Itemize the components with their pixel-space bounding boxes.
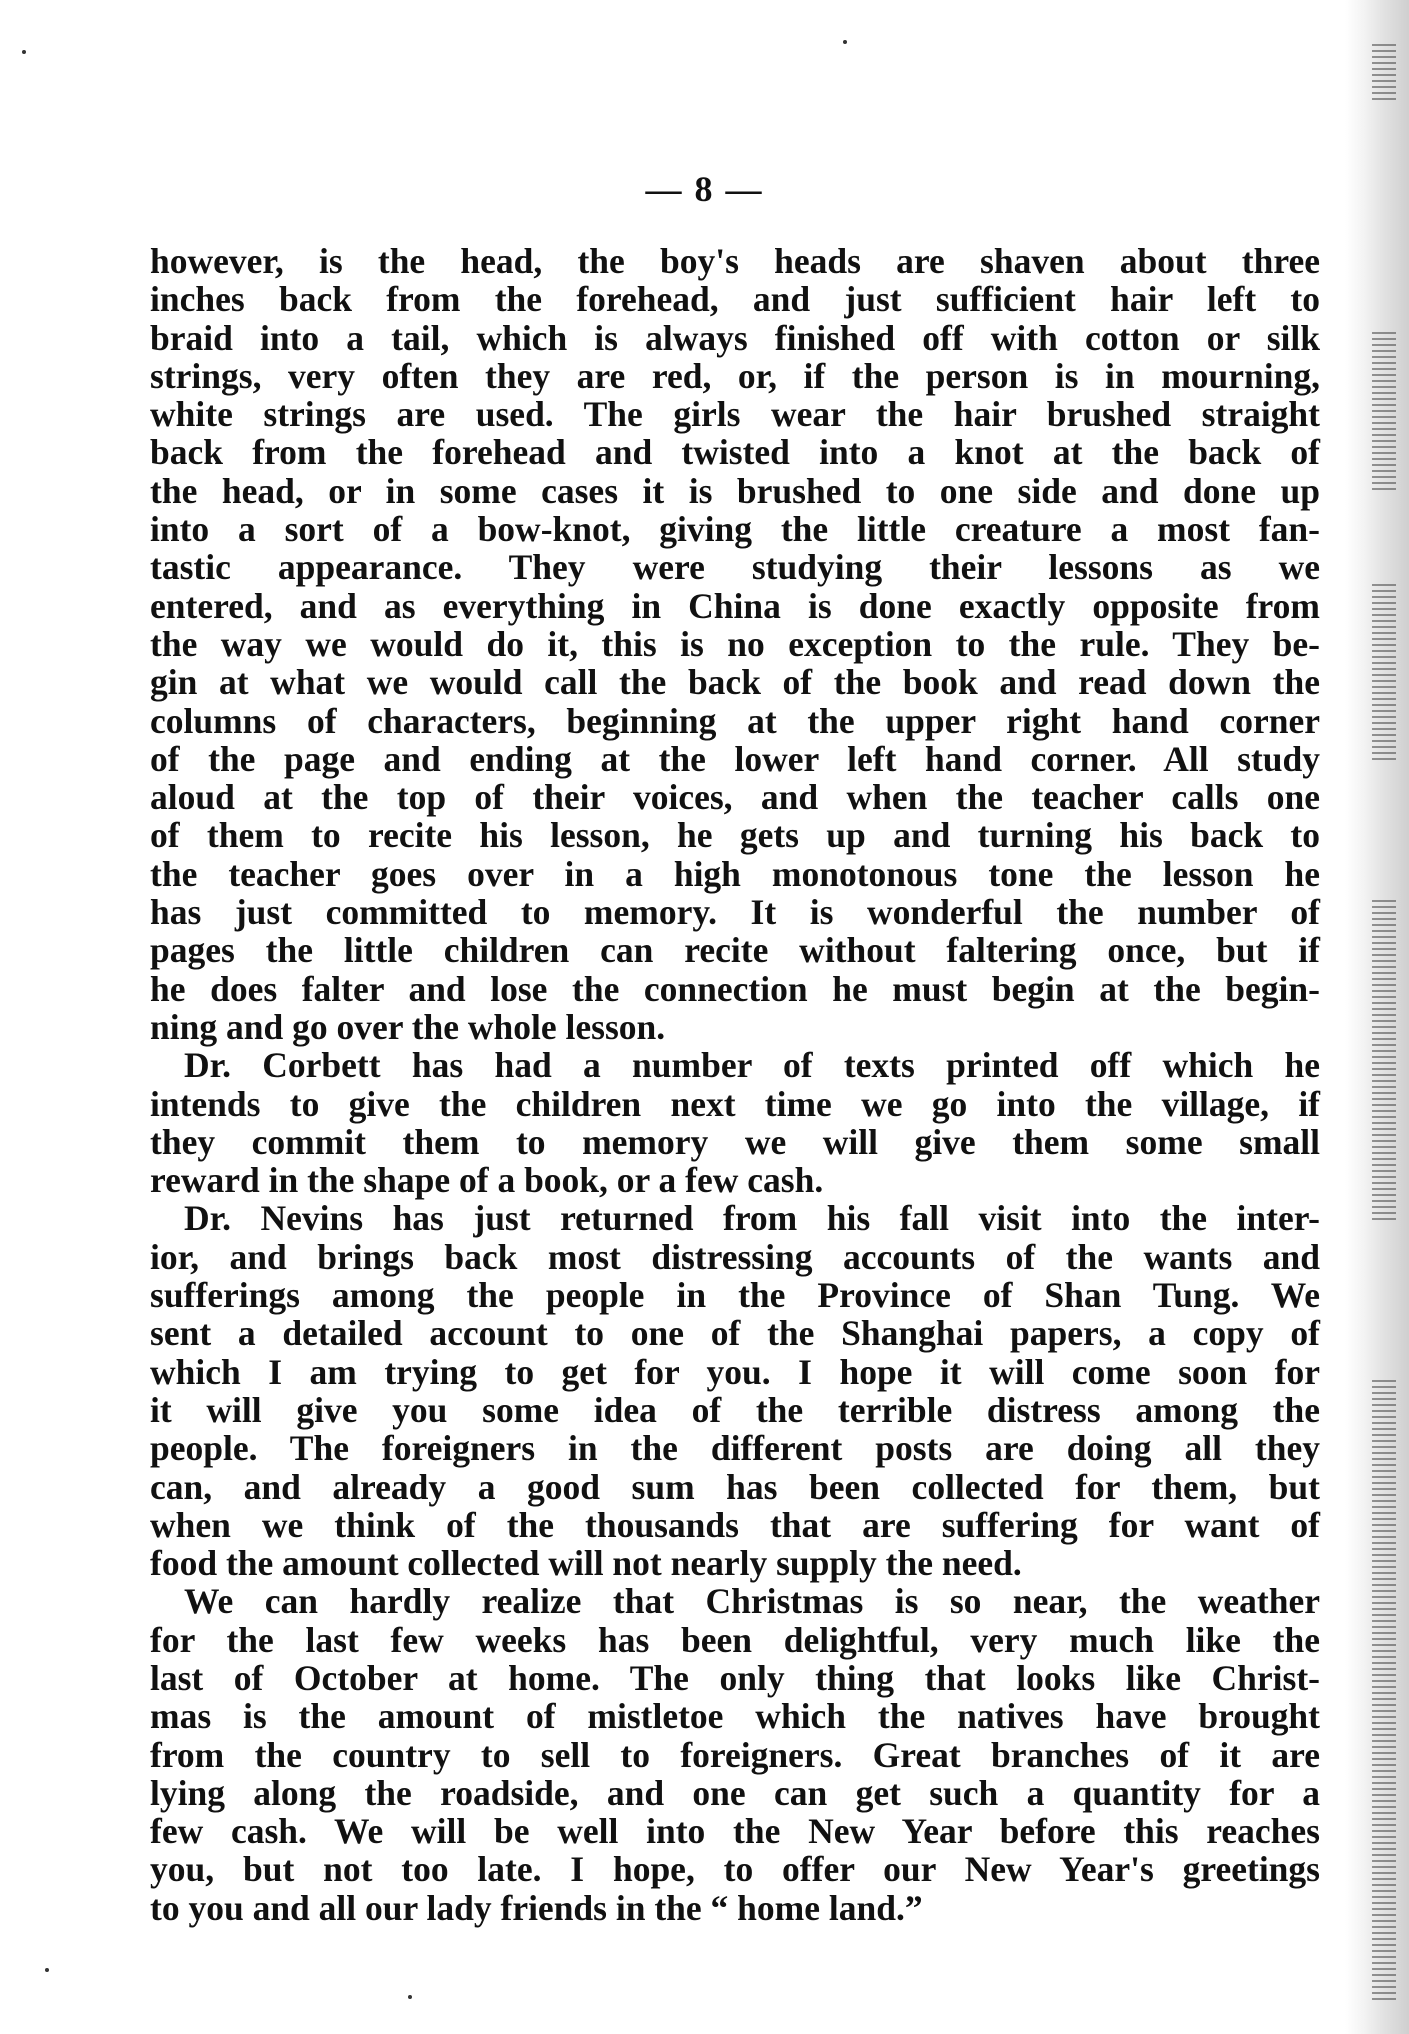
text-line: last of October at home. The only thing that looks like Christ-	[150, 1657, 1320, 1698]
text-line: the way we would do it, this is no exception to the rule. They be-	[150, 623, 1320, 664]
text-line: into a sort of a bow-knot, giving the little creature a most fan-	[150, 509, 1320, 550]
text-line: the head, or in some cases it is brushed to one side and done up	[150, 470, 1320, 511]
text-line: intends to give the children next time we go into the village, if	[150, 1083, 1320, 1124]
text-line: from the country to sell to foreigners. Great branches of it are	[150, 1734, 1320, 1775]
text-line: however, is the head, the boy's heads are shaven about three	[150, 241, 1320, 281]
scan-speck-4	[408, 1995, 412, 1999]
text-line: you, but not too late. I hope, to offer our New Year's greetings	[150, 1849, 1320, 1890]
text-line: ning and go over the whole lesson.	[150, 1006, 666, 1047]
text-line: mas is the amount of mistletoe which the natives have brought	[150, 1696, 1320, 1737]
text-line: gin at what we would call the back of the book and read down the	[150, 662, 1320, 703]
text-line: which I am trying to get for you. I hope it will come soon for	[150, 1351, 1320, 1392]
text-line: entered, and as everything in China is done exactly opposite from	[150, 585, 1320, 626]
text-line: Dr. Corbett has had a number of texts printed off which he	[184, 1045, 1320, 1086]
text-line: food the amount collected will not nearly supply the need.	[150, 1543, 1022, 1584]
text-line: sent a detailed account to one of the Shanghai papers, a copy of	[150, 1313, 1320, 1354]
text-line: he does falter and lose the connection he must begin at the begin-	[150, 968, 1320, 1009]
text-line: when we think of the thousands that are suffering for want of	[150, 1504, 1320, 1545]
page-number: — 8 —	[645, 169, 764, 209]
text-line: for the last few weeks has been delightful, very much like the	[150, 1619, 1320, 1660]
text-line: inches back from the forehead, and just sufficient hair left to	[150, 279, 1320, 320]
scan-speck-1	[22, 50, 26, 54]
binding-mark-4	[1372, 900, 1396, 1220]
text-line: Dr. Nevins has just returned from his fall visit into the inter-	[184, 1198, 1320, 1239]
text-line: braid into a tail, which is always finished off with cotton or silk	[150, 317, 1320, 358]
text-line: strings, very often they are red, or, if the person is in mourning,	[150, 355, 1320, 396]
text-line: has just committed to memory. It is wonderful the number of	[150, 892, 1320, 933]
text-line: sufferings among the people in the Province of Shan Tung. We	[150, 1275, 1320, 1316]
text-line: We can hardly realize that Christmas is so near, the weather	[184, 1581, 1320, 1622]
text-line: ior, and brings back most distressing accounts of the wants and	[150, 1236, 1320, 1277]
text-line: columns of characters, beginning at the upper right hand corner	[150, 700, 1320, 741]
text-line: can, and already a good sum has been collected for them, but	[150, 1466, 1320, 1507]
binding-mark-3	[1372, 580, 1396, 760]
text-line: it will give you some idea of the terrible distress among the	[150, 1389, 1320, 1430]
body-text	[150, 242, 1320, 1927]
text-line: of them to recite his lesson, he gets up and turning his back to	[150, 815, 1320, 856]
text-line: few cash. We will be well into the New Year before this reaches	[150, 1811, 1320, 1852]
text-line: people. The foreigners in the different posts are doing all they	[150, 1428, 1320, 1469]
text-line: reward in the shape of a book, or a few cash.	[150, 1160, 824, 1201]
text-line: back from the forehead and twisted into a knot at the back of	[150, 432, 1320, 473]
text-line: white strings are used. The girls wear the hair brushed straight	[150, 394, 1320, 435]
text-line: of the page and ending at the lower left hand corner. All study	[150, 738, 1320, 779]
text-line: the teacher goes over in a high monotonous tone the lesson he	[150, 853, 1320, 894]
text-line: aloud at the top of their voices, and when the teacher calls one	[150, 777, 1320, 818]
binding-mark-2	[1372, 330, 1396, 490]
binding-mark-5	[1372, 1380, 1396, 2000]
binding-mark-1	[1372, 40, 1396, 100]
scan-speck-2	[843, 40, 847, 44]
text-line: tastic appearance. They were studying their lessons as we	[150, 547, 1320, 588]
text-line: pages the little children can recite without faltering once, but if	[150, 930, 1320, 971]
scan-speck-3	[45, 1968, 49, 1972]
text-line: to you and all our lady friends in the “ home land.”	[150, 1887, 923, 1928]
text-line: they commit them to memory we will give them some small	[150, 1121, 1320, 1162]
text-line: lying along the roadside, and one can get such a quantity for a	[150, 1772, 1320, 1813]
